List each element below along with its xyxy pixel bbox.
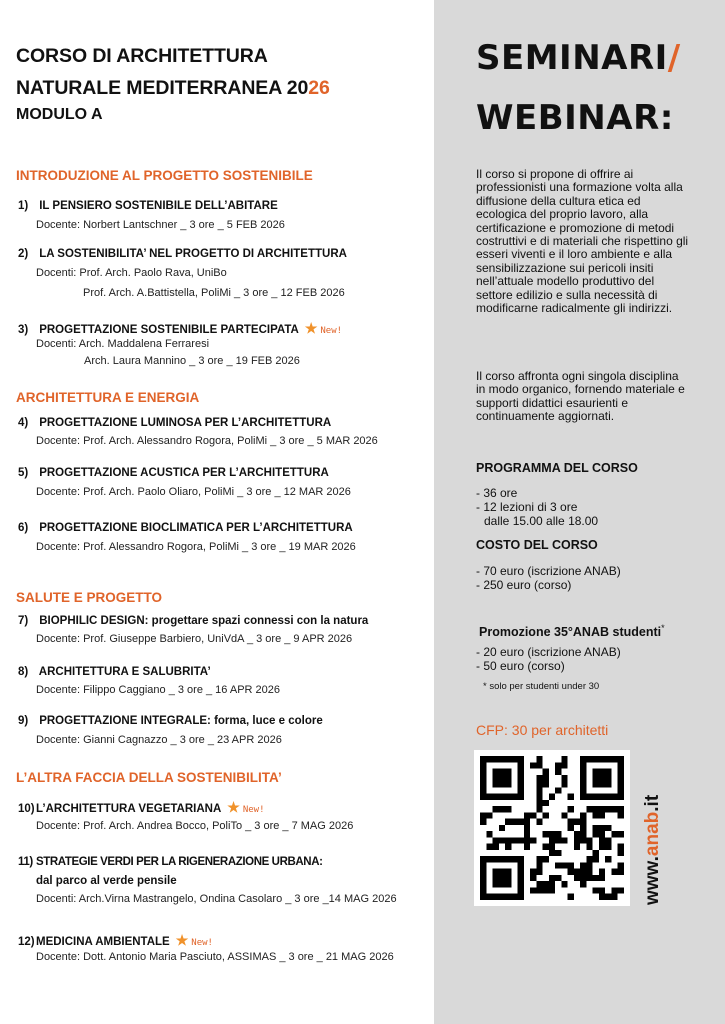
new-badge (227, 799, 264, 816)
lesson-teacher: Docente: Gianni Cagnazzo _ 3 ore _ 23 APR 2026 (36, 734, 282, 746)
lesson-number: 8) (18, 666, 29, 678)
lesson-subtitle: progettare spazi connessi con la natura (151, 615, 369, 627)
lesson-teacher: Docente: Prof. Arch. Alessandro Rogora, PoliMi _ 3 ore _ 5 MAR 2026 (36, 435, 378, 447)
lesson-title (18, 666, 211, 678)
lesson-teacher: Docente: Dott. Antonio Maria Pasciuto, ASSIMAS _ 3 ore _ 21 MAG 2026 (36, 951, 394, 963)
lesson-name: PROGETTAZIONE LUMINOSA PER L’ARCHITETTURA (39, 417, 332, 429)
list-item: - 250 euro (corso) (476, 578, 572, 592)
lesson-number: 11) (18, 856, 33, 868)
star-icon: ★ (175, 932, 189, 948)
webinar-heading: WEBINAR: (476, 98, 674, 138)
costo-heading: COSTO DEL CORSO (476, 538, 598, 552)
site-name: anab (642, 811, 663, 857)
lesson-name: STRATEGIE VERDI PER LA RIGENERAZIONE URBANA: (36, 856, 323, 868)
lesson-name: PROGETTAZIONE BIOCLIMATICA PER L’ARCHITETTURA (39, 522, 353, 534)
lesson-teacher: Docenti: Arch. Maddalena Ferraresi (36, 338, 210, 350)
programma-list (476, 486, 598, 528)
website-url (642, 795, 664, 905)
lesson-name: PROGETTAZIONE INTEGRALE: (39, 715, 211, 727)
lesson-name: L’ARCHITETTURA VEGETARIANA (36, 803, 222, 815)
new-label: New! (320, 326, 343, 336)
section-heading: INTRODUZIONE AL PROGETTO SOSTENIBILE (16, 168, 313, 183)
site-prefix: www. (642, 856, 663, 905)
lesson-title (18, 467, 329, 479)
section-heading: SALUTE E PROGETTO (16, 590, 163, 605)
site-suffix: .it (642, 794, 663, 812)
year-accent: 26 (308, 77, 330, 99)
lesson-number: 9) (18, 715, 29, 727)
lesson-title (18, 715, 323, 727)
costo-list (476, 564, 621, 592)
lesson-teacher: Docenti: Prof. Arch. Paolo Rava, UniBo (36, 267, 227, 279)
lesson-title (18, 615, 368, 627)
lesson-name: PROGETTAZIONE ACUSTICA PER L’ARCHITETTURA (39, 467, 329, 479)
lesson-title (18, 320, 342, 337)
lesson-title (18, 932, 213, 949)
lesson-number: 5) (18, 467, 29, 479)
lesson-name: ARCHITETTURA E SALUBRITA’ (38, 666, 211, 678)
list-item: - 70 euro (iscrizione ANAB) (476, 564, 621, 578)
lesson-name: MEDICINA AMBIENTALE (36, 936, 170, 948)
section-heading: L’ALTRA FACCIA DELLA SOSTENIBILITA’ (16, 770, 282, 785)
lesson-name: PROGETTAZIONE SOSTENIBILE PARTECIPATA (39, 324, 299, 336)
qr-code (474, 750, 630, 906)
lesson-name: BIOPHILIC DESIGN: (39, 615, 149, 627)
lesson-teacher: Docente: Prof. Arch. Paolo Oliaro, PoliMi _ 3 ore _ 12 MAR 2026 (36, 486, 351, 498)
list-item: dalle 15.00 alle 18.00 (484, 514, 599, 528)
course-title-line-2-text: NATURALE MEDITERRANEA 20 (16, 77, 309, 99)
lesson-name: LA SOSTENIBILITA’ NEL PROGETTO DI ARCHITETTURA (39, 248, 347, 260)
new-badge (305, 320, 342, 337)
lesson-title (18, 799, 265, 816)
programma-heading: PROGRAMMA DEL CORSO (476, 461, 638, 475)
lesson-number: 10) (18, 803, 35, 815)
course-description: Il corso si propone di offrire ai professionisti una formazione volta alla diffusione della cultura etica ed ecologica del proprio lavoro, alla certificazione e promozione di metodi costruttivi e di materiali che rispettino gli esseri viventi e il loro ambiente e alla sensibilizzazione sui pericoli insiti nell’attuale modello produttivo del settore edilizio e sulla necessità di modificarne radicalmente gli indirizzi. (476, 167, 689, 316)
lesson-number: 4) (18, 417, 29, 429)
cfp-credits: CFP: 30 per architetti (476, 722, 609, 738)
promo-heading (479, 623, 665, 639)
star-icon: ★ (227, 799, 240, 815)
lesson-teacher: Arch. Laura Mannino _ 3 ore _ 19 FEB 2026 (84, 355, 300, 367)
section-heading: ARCHITETTURA E ENERGIA (16, 390, 200, 405)
list-item: - 50 euro (corso) (476, 659, 565, 673)
seminari-heading (476, 38, 681, 78)
lesson-teacher: Docente: Prof. Giuseppe Barbiero, UniVdA _ 3 ore _ 9 APR 2026 (36, 633, 353, 645)
lesson-teacher: Prof. Arch. A.Battistella, PoliMi _ 3 ore _ 12 FEB 2026 (83, 287, 345, 299)
lesson-name: IL PENSIERO SOSTENIBILE DELL’ABITARE (39, 200, 278, 212)
list-item: - 12 lezioni di 3 ore (476, 500, 578, 514)
lesson-teacher: Docente: Filippo Caggiano _ 3 ore _ 16 APR 2026 (36, 684, 280, 696)
lesson-number: 6) (18, 522, 29, 534)
lesson-teacher: Docente: Norbert Lantschner _ 3 ore _ 5 FEB 2026 (36, 219, 285, 231)
star-icon: ★ (304, 320, 318, 336)
promo-asterisk: * (661, 623, 665, 633)
new-label: New! (191, 938, 213, 948)
course-description-2: Il corso affronta ogni singola disciplina in modo organico, fornendo materiale e supporti didattici esaurienti e continuamente aggiornati. (476, 369, 685, 424)
course-title-line-2 (16, 76, 330, 100)
lesson-title (18, 248, 347, 260)
seminari-text: SEMINARI (476, 38, 668, 78)
module-label: MODULO A (16, 106, 103, 123)
list-item: - 36 ore (476, 486, 518, 500)
lesson-teacher: Docente: Prof. Arch. Andrea Bocco, PoliTo _ 3 ore _ 7 MAG 2026 (36, 820, 354, 832)
new-label: New! (242, 805, 265, 815)
seminari-slash: / (667, 38, 681, 78)
lesson-teacher: Docenti: Arch.Virna Mastrangelo, Ondina Casolaro _ 3 ore _14 MAG 2026 (36, 893, 397, 905)
lesson-number: 3) (18, 324, 29, 336)
promo-text: Promozione 35°ANAB studenti (479, 625, 662, 640)
lesson-title (18, 522, 353, 534)
lesson-subtitle: dal parco al verde pensile (36, 875, 177, 887)
lesson-subtitle: forma, luce e colore (214, 715, 323, 727)
lesson-title (18, 200, 278, 212)
new-badge (176, 932, 213, 949)
lesson-title (18, 856, 323, 868)
lesson-number: 12) (18, 936, 35, 948)
lesson-number: 7) (18, 615, 29, 627)
lesson-number: 2) (18, 248, 29, 260)
promo-list (476, 645, 621, 673)
lesson-number: 1) (18, 200, 29, 212)
course-title-line-1: CORSO DI ARCHITETTURA (16, 45, 268, 67)
lesson-teacher: Docente: Prof. Alessandro Rogora, PoliMi _ 3 ore _ 19 MAR 2026 (36, 541, 356, 553)
list-item: - 20 euro (iscrizione ANAB) (476, 645, 621, 659)
lesson-title (18, 417, 331, 429)
promo-note: * solo per studenti under 30 (483, 681, 600, 692)
